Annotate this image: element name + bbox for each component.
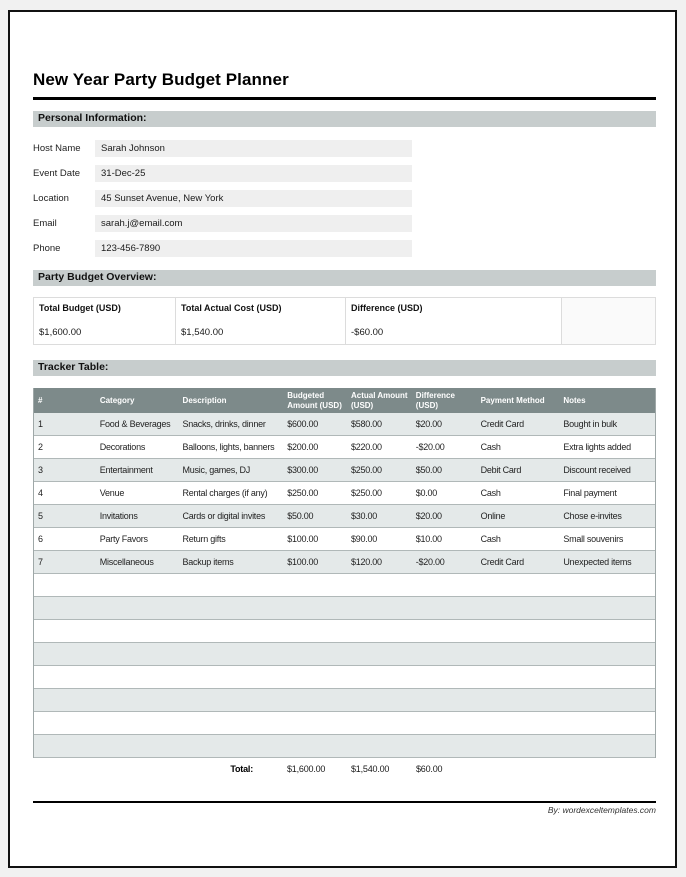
table-cell[interactable]: Food & Beverages bbox=[99, 419, 171, 429]
budget-overview-heading: Party Budget Overview: bbox=[33, 270, 656, 286]
personal-info-row bbox=[33, 190, 656, 207]
table-cell[interactable]: 1 bbox=[38, 419, 43, 429]
table-cell[interactable]: Credit Card bbox=[480, 557, 524, 567]
empty-table-row[interactable] bbox=[34, 689, 655, 712]
field-value-input[interactable]: 45 Sunset Avenue, New York bbox=[95, 190, 412, 207]
overview-cell-label: Total Actual Cost (USD) bbox=[181, 303, 282, 313]
table-cell[interactable]: $50.00 bbox=[415, 465, 442, 475]
table-cell[interactable]: Unexpected items bbox=[563, 557, 632, 567]
table-cell[interactable]: Entertainment bbox=[99, 465, 153, 475]
table-cell[interactable]: 7 bbox=[38, 557, 43, 567]
table-cell[interactable]: Bought in bulk bbox=[563, 419, 617, 429]
table-cell[interactable]: Small souvenirs bbox=[563, 534, 624, 544]
table-cell[interactable]: $50.00 bbox=[287, 511, 314, 521]
table-cell[interactable]: 5 bbox=[38, 511, 43, 521]
tracker-header-cell: # bbox=[38, 395, 43, 405]
table-row bbox=[34, 436, 655, 459]
field-label: Location bbox=[33, 193, 69, 204]
field-label: Event Date bbox=[33, 168, 80, 179]
field-value-input[interactable]: Sarah Johnson bbox=[95, 140, 412, 157]
table-cell[interactable]: 2 bbox=[38, 442, 43, 452]
field-label: Host Name bbox=[33, 143, 81, 154]
empty-table-row[interactable] bbox=[34, 735, 655, 758]
tracker-header-cell: Description bbox=[182, 395, 227, 405]
table-cell[interactable]: $30.00 bbox=[350, 511, 378, 521]
table-cell[interactable]: $250.00 bbox=[350, 465, 382, 475]
table-cell[interactable]: $600.00 bbox=[287, 419, 318, 429]
empty-table-row[interactable] bbox=[34, 666, 655, 689]
personal-info-fields bbox=[33, 140, 656, 257]
table-cell[interactable]: Extra lights added bbox=[563, 442, 631, 452]
total-label: Total: bbox=[230, 764, 253, 774]
table-cell[interactable]: Venue bbox=[99, 488, 125, 498]
empty-table-row[interactable] bbox=[34, 643, 655, 666]
field-label: Email bbox=[33, 218, 57, 229]
tracker-table bbox=[33, 388, 656, 758]
overview-cell bbox=[346, 297, 562, 345]
table-cell[interactable]: 6 bbox=[38, 534, 43, 544]
table-cell[interactable]: -$20.00 bbox=[415, 442, 445, 452]
overview-cell-value[interactable]: -$60.00 bbox=[351, 327, 384, 338]
table-cell[interactable]: $0.00 bbox=[415, 488, 438, 498]
tracker-header-cell: Actual Amount (USD) bbox=[351, 391, 408, 410]
table-cell[interactable]: Chose e-invites bbox=[563, 511, 622, 521]
field-label: Phone bbox=[33, 243, 61, 254]
table-cell[interactable]: $580.00 bbox=[350, 419, 382, 429]
table-cell[interactable]: Miscellaneous bbox=[99, 557, 154, 567]
field-value-input[interactable]: 123-456-7890 bbox=[95, 240, 412, 257]
table-cell[interactable]: Credit Card bbox=[480, 419, 524, 429]
overview-cell bbox=[33, 297, 176, 345]
table-cell[interactable]: Balloons, lights, banners bbox=[182, 442, 275, 452]
table-cell[interactable]: 4 bbox=[38, 488, 43, 498]
personal-info-row bbox=[33, 165, 656, 182]
tracker-header-cell: Category bbox=[99, 395, 135, 405]
personal-info-row bbox=[33, 215, 656, 232]
table-cell[interactable]: Debit Card bbox=[480, 465, 522, 475]
table-cell[interactable]: $250.00 bbox=[287, 488, 318, 498]
table-cell[interactable]: $100.00 bbox=[287, 534, 318, 544]
tracker-header-cell: Difference (USD) bbox=[415, 391, 455, 410]
personal-info-row bbox=[33, 140, 656, 157]
table-cell[interactable]: $20.00 bbox=[415, 419, 442, 429]
overview-cell-value[interactable]: $1,600.00 bbox=[39, 327, 82, 338]
total-difference-value: $60.00 bbox=[416, 764, 443, 774]
table-cell[interactable]: $90.00 bbox=[350, 534, 378, 544]
tracker-header-cell: Notes bbox=[563, 395, 586, 405]
table-cell[interactable]: Return gifts bbox=[182, 534, 226, 544]
table-cell[interactable]: Party Favors bbox=[99, 534, 148, 544]
table-cell[interactable]: $250.00 bbox=[350, 488, 382, 498]
table-row bbox=[34, 413, 655, 436]
empty-table-row[interactable] bbox=[34, 597, 655, 620]
table-row bbox=[34, 505, 655, 528]
table-cell[interactable]: $100.00 bbox=[287, 557, 318, 567]
table-cell[interactable]: -$20.00 bbox=[415, 557, 445, 567]
tracker-header-cell: Budgeted Amount (USD) bbox=[287, 391, 342, 410]
budget-overview-table bbox=[33, 297, 656, 345]
table-cell[interactable]: $20.00 bbox=[415, 511, 442, 521]
overview-empty-cell bbox=[562, 297, 656, 345]
table-cell[interactable]: Music, games, DJ bbox=[182, 465, 251, 475]
tracker-heading: Tracker Table: bbox=[33, 360, 656, 376]
table-cell[interactable]: Decorations bbox=[99, 442, 146, 452]
table-cell[interactable]: Discount received bbox=[563, 465, 631, 475]
table-cell[interactable]: 3 bbox=[38, 465, 43, 475]
table-row bbox=[34, 482, 655, 505]
table-cell[interactable]: Snacks, drinks, dinner bbox=[182, 419, 266, 429]
empty-table-row[interactable] bbox=[34, 574, 655, 597]
total-row bbox=[33, 764, 656, 780]
table-cell[interactable]: Online bbox=[480, 511, 506, 521]
table-row bbox=[34, 551, 655, 574]
personal-info-row bbox=[33, 240, 656, 257]
page-title: New Year Party Budget Planner bbox=[33, 70, 656, 100]
tracker-body bbox=[34, 413, 655, 758]
table-cell[interactable]: Final payment bbox=[563, 488, 617, 498]
total-actual-value: $1,540.00 bbox=[351, 764, 390, 774]
overview-cell-value[interactable]: $1,540.00 bbox=[181, 327, 224, 338]
tracker-header-cell: Payment Method bbox=[480, 395, 545, 405]
tracker-header-row bbox=[34, 388, 655, 413]
table-cell[interactable]: Backup items bbox=[182, 557, 234, 567]
table-cell[interactable]: Cash bbox=[480, 488, 501, 498]
table-cell[interactable]: Rental charges (if any) bbox=[182, 488, 268, 498]
table-row bbox=[34, 459, 655, 482]
table-cell[interactable]: Cash bbox=[480, 534, 501, 544]
empty-table-row[interactable] bbox=[34, 620, 655, 643]
table-cell[interactable]: $220.00 bbox=[350, 442, 382, 452]
table-cell[interactable]: Cash bbox=[480, 442, 501, 452]
overview-cell bbox=[176, 297, 346, 345]
overview-cell-label: Difference (USD) bbox=[351, 303, 423, 313]
table-cell[interactable]: Invitations bbox=[99, 511, 138, 521]
table-cell[interactable]: $300.00 bbox=[287, 465, 318, 475]
table-cell[interactable]: Cards or digital invites bbox=[182, 511, 266, 521]
table-cell[interactable]: $10.00 bbox=[415, 534, 442, 544]
personal-info-heading: Personal Information: bbox=[33, 111, 656, 127]
total-row-spacer bbox=[33, 764, 178, 780]
document-page bbox=[8, 10, 677, 868]
table-cell[interactable]: $120.00 bbox=[350, 557, 382, 567]
overview-cell-label: Total Budget (USD) bbox=[39, 303, 121, 313]
empty-table-row[interactable] bbox=[34, 712, 655, 735]
field-value-input[interactable]: 31-Dec-25 bbox=[95, 165, 412, 182]
footer-divider bbox=[33, 801, 656, 803]
table-cell[interactable]: $200.00 bbox=[287, 442, 318, 452]
footer-credit: By: wordexceltemplates.com bbox=[547, 805, 656, 815]
field-value-input[interactable]: sarah.j@email.com bbox=[95, 215, 412, 232]
total-budgeted-value: $1,600.00 bbox=[287, 764, 326, 774]
table-row bbox=[34, 528, 655, 551]
